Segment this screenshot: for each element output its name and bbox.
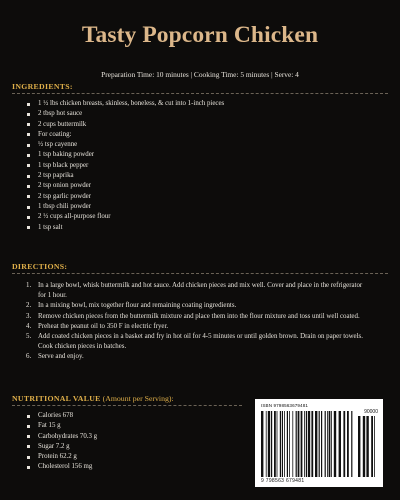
barcode-bar (325, 411, 326, 477)
nutrition-item: Carbohydrates 70.3 g (27, 432, 388, 442)
barcode-bar (331, 411, 332, 477)
barcode-bar (319, 411, 320, 477)
recipe-timing: Preparation Time: 10 minutes | Cooking Time: 5 minutes | Serve: 4 (101, 70, 299, 79)
barcode-bar (374, 416, 375, 477)
direction-step (26, 301, 370, 311)
step-number: 6. (26, 353, 32, 361)
nutrition-item: Protein 62.2 g (27, 452, 388, 462)
ingredients-heading: INGREDIENTS: (12, 82, 73, 91)
nutrition-item: Fat 15 g (27, 421, 388, 431)
step-number: 4. (26, 322, 32, 330)
ingredient-item: 2 cups buttermilk (27, 120, 388, 130)
ingredient-list (27, 99, 388, 233)
barcode-bar (343, 411, 345, 477)
ingredient-item: 1 ½ lbs chicken breasts, skinless, boneless, & cut into 1-inch pieces (27, 99, 388, 109)
step-text: In a mixing bowl, mix together flour and remaining coating ingredients. (38, 302, 237, 310)
barcode-bar (274, 411, 276, 477)
ingredient-item: 1 tsp salt (27, 223, 388, 233)
directions-section (12, 262, 388, 363)
barcode-bar (334, 411, 336, 477)
step-number: 2. (26, 302, 32, 310)
ingredient-item: 2 ½ cups all-purpose flour (27, 212, 388, 222)
barcode-bar (311, 411, 313, 477)
barcode-bar (371, 416, 373, 477)
barcode-bar (363, 416, 365, 477)
barcode-bar (308, 411, 310, 477)
barcode-bar (321, 411, 322, 477)
nutrition-heading-label: NUTRITIONAL VALUE (12, 394, 101, 403)
section-divider (12, 273, 388, 274)
ingredient-item: For coating: (27, 130, 388, 140)
step-number: 5. (26, 333, 32, 341)
step-text: In a large bowl, whisk buttermilk and hot sauce. Add chicken pieces and mix well. Cover and place in the refrigerator for 1 hour. (38, 282, 363, 300)
barcode-digits: 9 798563 679481 (261, 478, 305, 484)
barcode-bar (358, 416, 360, 477)
isbn-barcode (255, 399, 383, 487)
barcode-bar (304, 411, 305, 477)
barcode-bar (315, 411, 317, 477)
ingredient-item: 2 tsp garlic powder (27, 192, 388, 202)
nutrition-item: Cholesterol 156 mg (27, 462, 388, 472)
direction-step (26, 352, 370, 362)
barcode-addon-bars (358, 416, 378, 477)
barcode-bar (306, 411, 307, 477)
nutrition-item: Sugar 7.2 g (27, 442, 388, 452)
barcode-bar (298, 411, 300, 477)
ingredient-item: 1 tsp black pepper (27, 161, 388, 171)
isbn-label: ISBN 9798563679481 (261, 403, 309, 408)
ingredients-section (12, 82, 388, 233)
barcode-bar (347, 411, 349, 477)
ingredient-item: 1 tbsp chili powder (27, 202, 388, 212)
recipe-title: Tasty Popcorn Chicken (81, 22, 319, 48)
ingredient-item: 2 tsp paprika (27, 171, 388, 181)
barcode-bar (366, 416, 368, 477)
ingredient-item: 1 tsp baking powder (27, 150, 388, 160)
nutrition-heading-note: (Amount per Serving): (100, 394, 174, 403)
barcode-bar (280, 411, 281, 477)
barcode-bar (296, 411, 297, 477)
barcode-bar (282, 411, 283, 477)
step-text: Add coated chicken pieces in a basket and fry in hot oil for 4-5 minutes or until golden brown. Drain on paper towels. Cook chicken pieces in batches. (38, 333, 363, 351)
nutrition-item: Calories 678 (27, 411, 388, 421)
barcode-bar (329, 411, 331, 477)
step-number: 3. (26, 312, 32, 320)
price-code: 90000 (364, 409, 378, 415)
barcode-bar (289, 411, 290, 477)
section-divider (12, 93, 388, 94)
step-text: Serve and enjoy. (38, 353, 84, 361)
directions-heading: DIRECTIONS: (12, 262, 68, 271)
direction-steps (26, 281, 370, 363)
barcode-bars (261, 411, 353, 477)
barcode-bar (301, 411, 303, 477)
barcode-bar (339, 411, 341, 477)
direction-step (26, 312, 370, 322)
direction-step (26, 281, 370, 301)
step-text: Preheat the peanut oil to 350 F in electric fryer. (38, 322, 169, 330)
step-number: 1. (26, 282, 32, 289)
barcode-bar (277, 411, 278, 477)
barcode-bar (268, 411, 270, 477)
barcode-bar (266, 411, 267, 477)
barcode-bar (271, 411, 272, 477)
barcode-bar (261, 411, 263, 477)
barcode-bar (287, 411, 288, 477)
barcode-bar (351, 411, 352, 477)
direction-step (26, 322, 370, 332)
barcode-bar (292, 411, 293, 477)
direction-step (26, 332, 370, 352)
ingredient-item: 2 tsp onion powder (27, 181, 388, 191)
section-divider (12, 405, 242, 406)
ingredient-item: 2 tbsp hot sauce (27, 109, 388, 119)
ingredient-item: ½ tsp cayenne (27, 140, 388, 150)
step-text: Remove chicken pieces from the buttermilk mixture and place them into the flour mixture and toss until well coated. (38, 312, 360, 320)
barcode-bar (284, 411, 285, 477)
barcode-bar (327, 411, 328, 477)
